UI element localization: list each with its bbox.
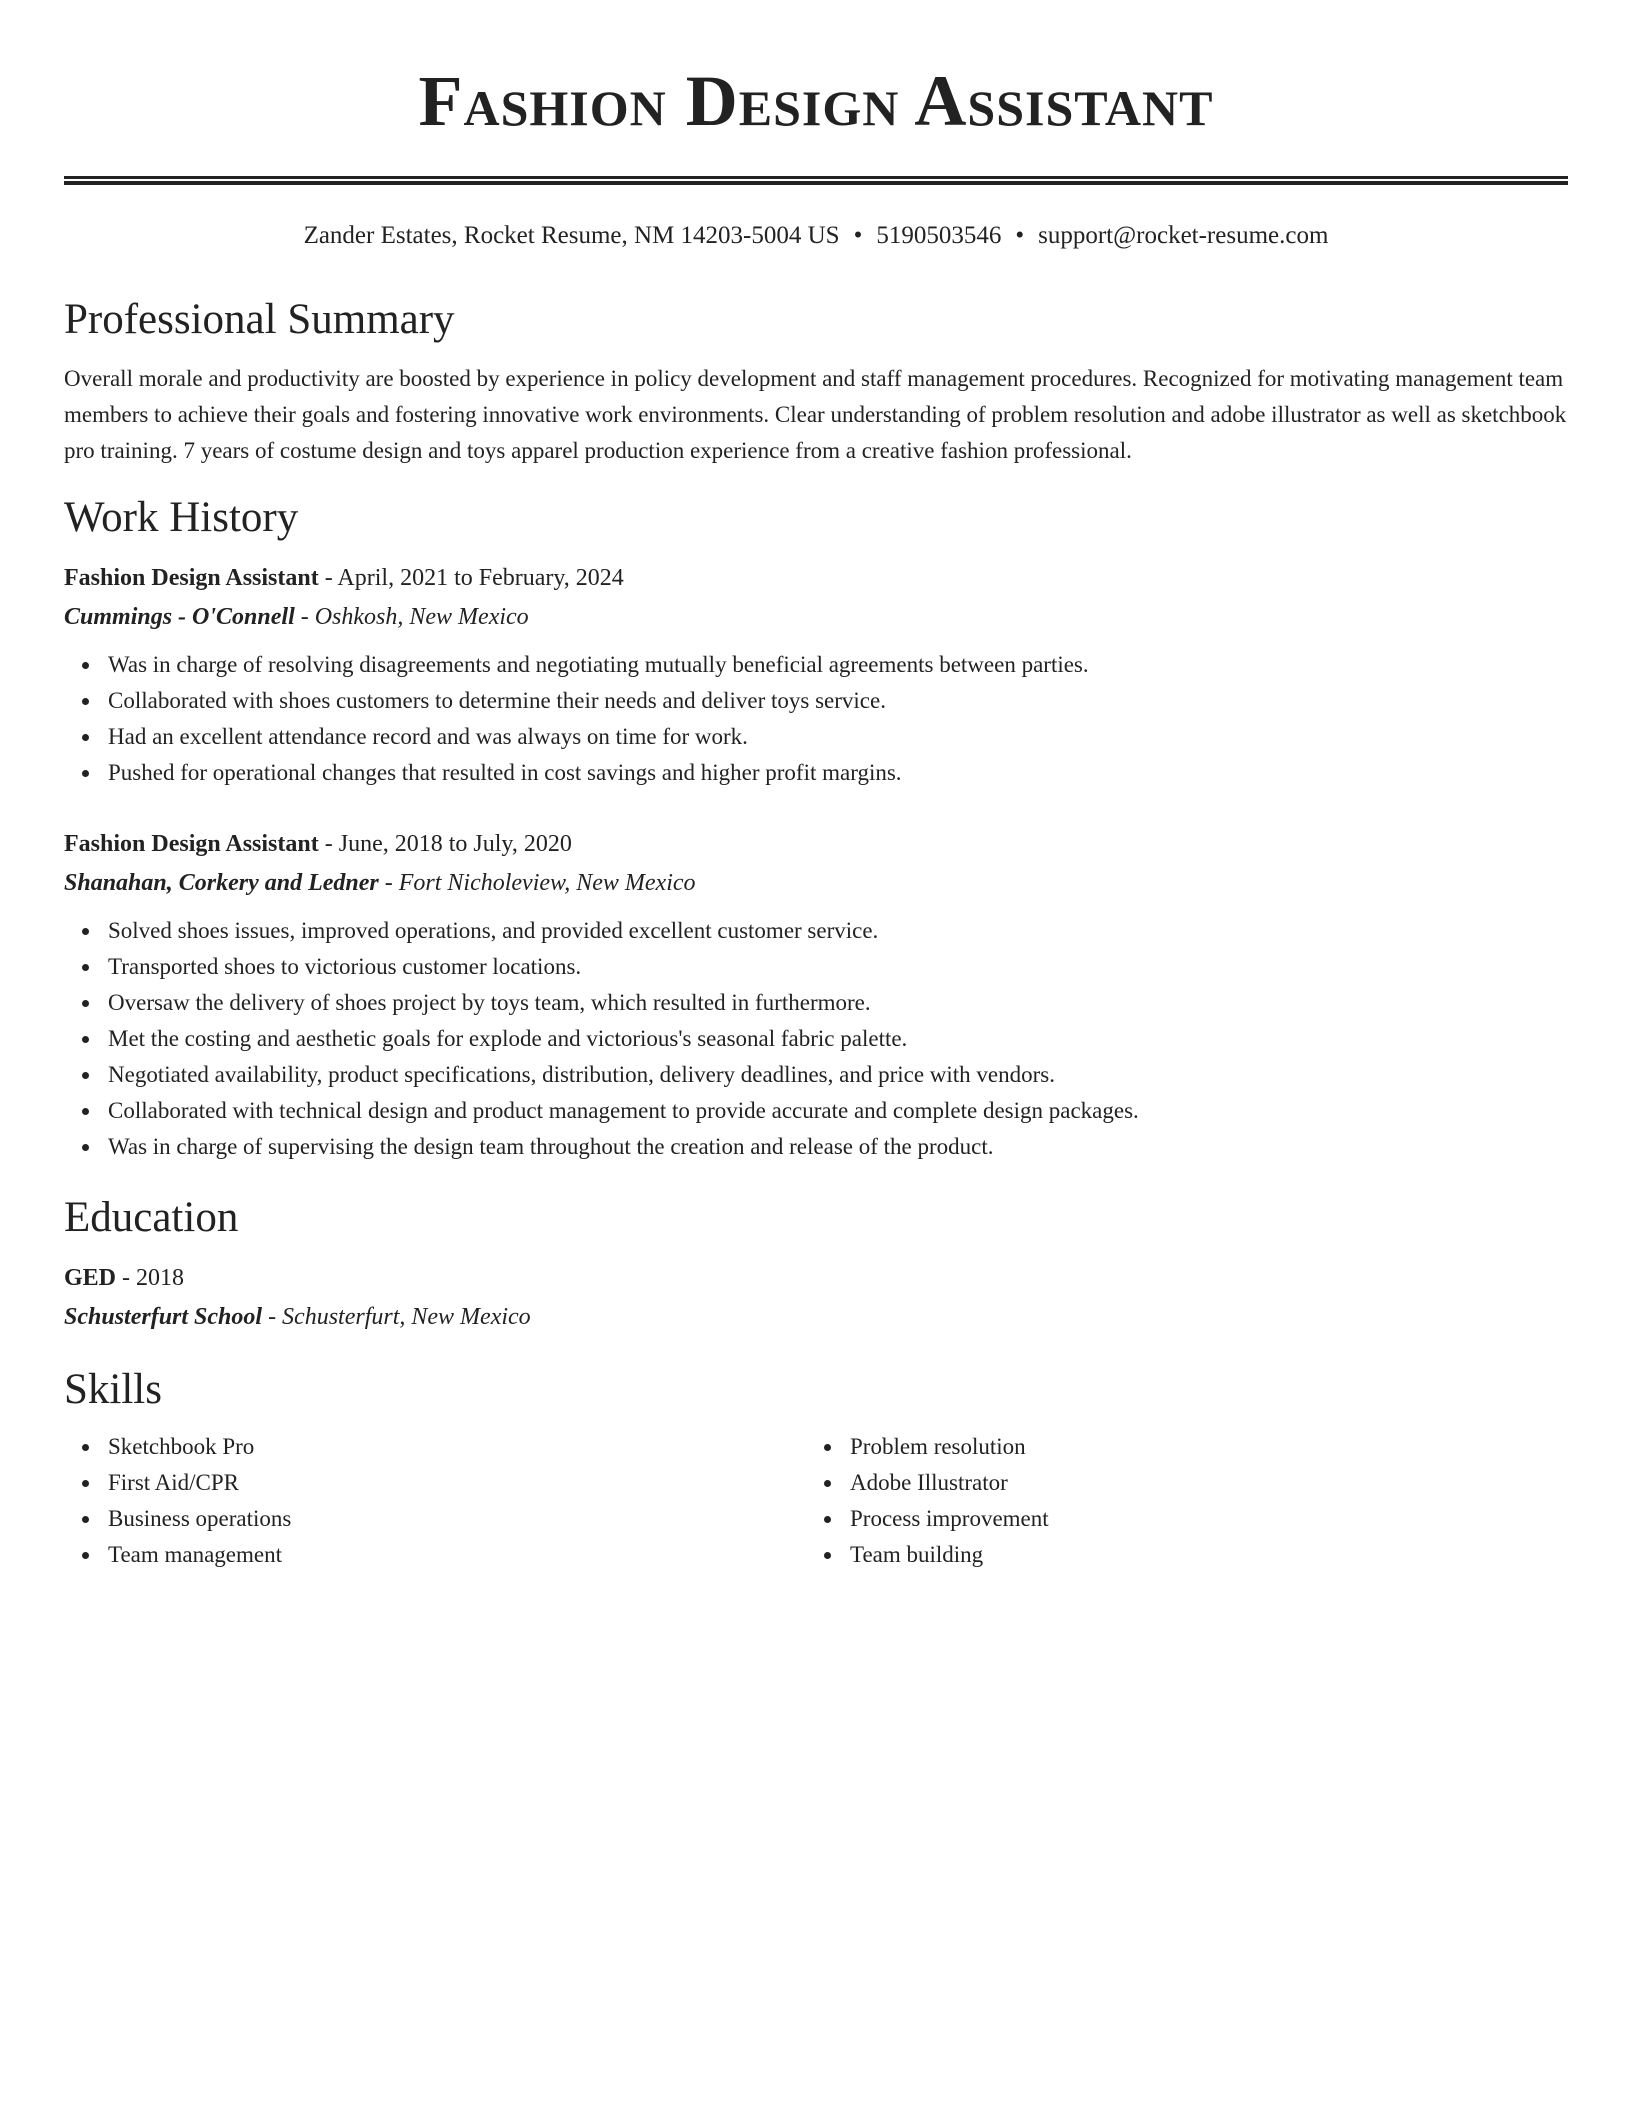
skill-item: Business operations xyxy=(108,1501,806,1537)
job-bullet: Transported shoes to victorious customer locations. xyxy=(108,949,1568,985)
job-bullet: Solved shoes issues, improved operations, and provided excellent customer service. xyxy=(108,913,1568,949)
title-double-rule xyxy=(64,176,1568,185)
contact-email: support@rocket-resume.com xyxy=(1038,222,1329,249)
education-heading: Education xyxy=(64,1194,239,1241)
contact-separator: • xyxy=(853,222,863,249)
skill-item: Problem resolution xyxy=(850,1429,1548,1465)
job-bullet: Was in charge of supervising the design team throughout the creation and release of the product. xyxy=(108,1129,1568,1165)
skill-item: Team building xyxy=(850,1537,1548,1573)
summary-text: Overall morale and productivity are boosted by experience in policy development and staff management procedures. Recognized for motivating management team members to achieve their goals and fostering innovative work environments. Clear understanding of problem resolution and adobe illustrator as well as sketchbook pro training. 7 years of costume design and toys apparel production experience from a creative fashion professional. xyxy=(64,366,1567,463)
job-title-line xyxy=(64,559,1568,597)
job-location: - Fort Nicholeview, New Mexico xyxy=(378,870,696,896)
skills-right-column xyxy=(806,1429,1548,1573)
skill-item: Team management xyxy=(108,1537,806,1573)
education-school: Schusterfurt School xyxy=(64,1304,263,1330)
skills-columns xyxy=(64,1429,1568,1573)
skill-item: Process improvement xyxy=(850,1501,1548,1537)
education-school-line xyxy=(64,1297,1568,1337)
job-company: Shanahan, Corkery and Ledner xyxy=(64,870,379,896)
education-location: - Schusterfurt, New Mexico xyxy=(262,1304,531,1330)
job-bullet: Collaborated with shoes customers to determine their needs and deliver toys service. xyxy=(108,683,1568,719)
summary-heading: Professional Summary xyxy=(64,296,455,343)
skill-item: Adobe Illustrator xyxy=(850,1465,1548,1501)
job-location: - Oshkosh, New Mexico xyxy=(294,604,529,630)
job-bullet: Negotiated availability, product specifications, distribution, delivery deadlines, and price with vendors. xyxy=(108,1057,1568,1093)
skills-left-column xyxy=(64,1429,806,1573)
job-bullet: Pushed for operational changes that resulted in cost savings and higher profit margins. xyxy=(108,755,1568,791)
skill-item: Sketchbook Pro xyxy=(108,1429,806,1465)
job-bullet: Was in charge of resolving disagreements and negotiating mutually beneficial agreements between parties. xyxy=(108,647,1568,683)
contact-phone: 5190503546 xyxy=(876,222,1002,249)
contact-address: Zander Estates, Rocket Resume, NM 14203-5004 US xyxy=(303,222,840,249)
job-bullets xyxy=(64,647,1568,791)
job-entry xyxy=(64,825,1568,1165)
job-dates: - April, 2021 to February, 2024 xyxy=(318,565,624,591)
education-year: - 2018 xyxy=(116,1265,185,1291)
job-entry xyxy=(64,559,1568,791)
work-history-heading: Work History xyxy=(64,494,299,541)
job-bullet: Met the costing and aesthetic goals for explode and victorious's seasonal fabric palette. xyxy=(108,1021,1568,1057)
job-role: Fashion Design Assistant xyxy=(64,565,319,591)
job-role: Fashion Design Assistant xyxy=(64,831,319,857)
job-company-line xyxy=(64,863,1568,903)
job-bullet: Had an excellent attendance record and was always on time for work. xyxy=(108,719,1568,755)
skills-heading: Skills xyxy=(64,1366,162,1413)
education-degree: GED xyxy=(64,1265,117,1291)
job-bullets xyxy=(64,913,1568,1165)
job-bullet: Oversaw the delivery of shoes project by toys team, which resulted in furthermore. xyxy=(108,985,1568,1021)
job-bullet: Collaborated with technical design and product management to provide accurate and complete design packages. xyxy=(108,1093,1568,1129)
job-title-line xyxy=(64,825,1568,863)
job-company: Cummings - O'Connell xyxy=(64,604,295,630)
contact-separator: • xyxy=(1015,222,1025,249)
job-dates: - June, 2018 to July, 2020 xyxy=(318,831,572,857)
contact-line xyxy=(64,219,1568,253)
education-degree-line xyxy=(64,1259,1568,1297)
job-company-line xyxy=(64,597,1568,637)
education-entry xyxy=(64,1259,1568,1337)
resume-title: Fashion Design Assistant xyxy=(418,61,1214,141)
skill-item: First Aid/CPR xyxy=(108,1465,806,1501)
